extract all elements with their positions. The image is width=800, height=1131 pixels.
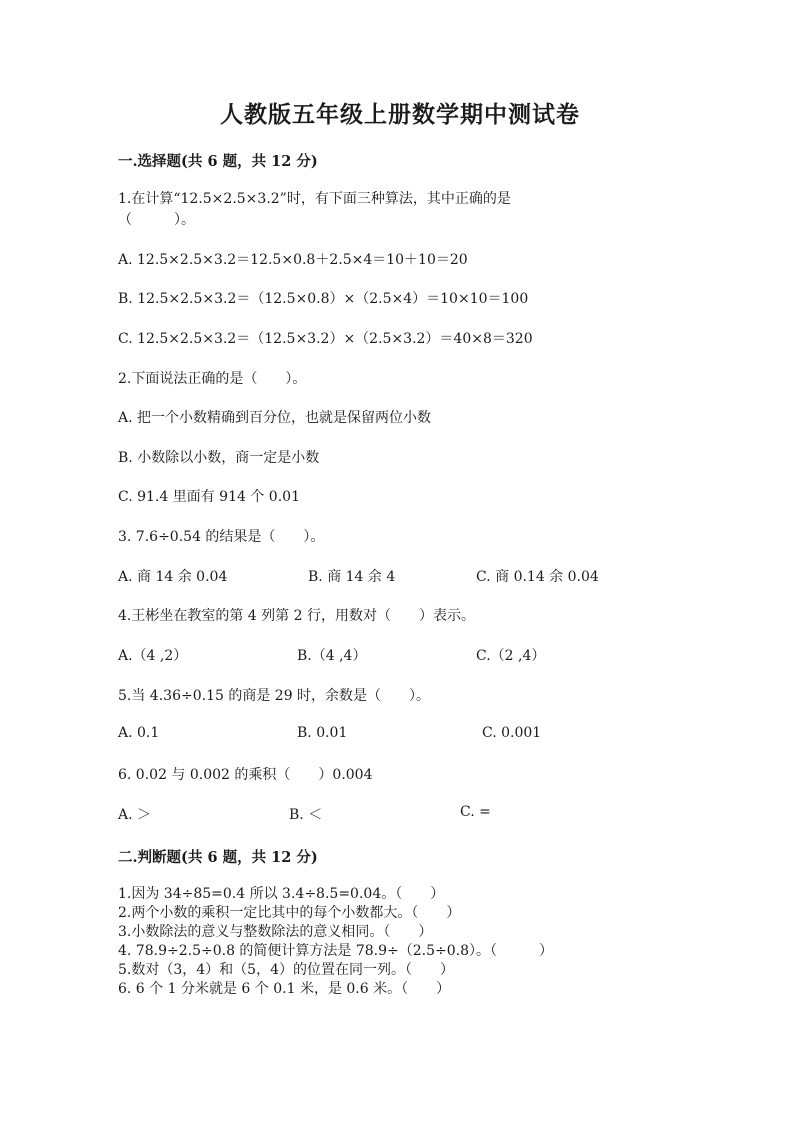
question-4-text: 4.王彬坐在教室的第 4 列第 2 行，用数对（ ）表示。 (118, 608, 475, 624)
judge-question-1: 1.因为 34÷85=0.4 所以 3.4÷8.5=0.04。（ ） (118, 886, 445, 902)
section-heading-choice: 一.选择题(共 6 题，共 12 分) (118, 153, 318, 170)
judge-question-list (118, 885, 553, 999)
question-5-option-c: C. 0.001 (482, 725, 542, 741)
question-1-text: 1.在计算“12.5×2.5×3.2”时，有下面三种算法，其中正确的是 (118, 191, 511, 207)
question-4-option-b: B.（4 ,4） (297, 648, 367, 664)
question-1-option-b: B. 12.5×2.5×3.2＝（12.5×0.8）×（2.5×4）＝10×10＝100 (118, 291, 529, 307)
question-6-option-c: C. = (460, 804, 491, 820)
question-6-option-a: A. ＞ (118, 807, 152, 823)
question-2-text: 2.下面说法正确的是（ ）。 (118, 371, 307, 387)
judge-question-3: 3.小数除法的意义与整数除法的意义相同。（ ） (118, 924, 433, 940)
page-title: 人教版五年级上册数学期中测试卷 (220, 101, 580, 128)
section-heading-judge: 二.判断题(共 6 题，共 12 分) (118, 849, 318, 866)
question-1-blank: （ ）。 (118, 212, 195, 228)
question-5-text: 5.当 4.36÷0.15 的商是 29 时，余数是（ ）。 (118, 688, 431, 704)
question-5-option-b: B. 0.01 (297, 725, 348, 741)
question-3-option-c: C. 商 0.14 余 0.04 (476, 569, 599, 585)
question-2-option-a: A. 把一个小数精确到百分位，也就是保留两位小数 (118, 410, 432, 426)
question-2-option-b: B. 小数除以小数，商一定是小数 (118, 450, 320, 466)
judge-question-4: 4. 78.9÷2.5÷0.8 的简便计算方法是 78.9÷（2.5÷0.8）。（ ） (118, 943, 554, 959)
judge-question-6: 6. 6 个 1 分米就是 6 个 0.1 米，是 0.6 米。（ ） (118, 981, 451, 997)
question-6-option-b: B. ＜ (289, 807, 323, 823)
question-1-option-a: A. 12.5×2.5×3.2＝12.5×0.8＋2.5×4＝10＋10＝20 (118, 252, 468, 268)
question-3-option-a: A. 商 14 余 0.04 (118, 569, 228, 585)
question-6-text: 6. 0.02 与 0.002 的乘积（ ）0.004 (118, 767, 373, 783)
question-3-text: 3. 7.6÷0.54 的结果是（ ）。 (118, 529, 325, 545)
judge-question-2: 2.两个小数的乘积一定比其中的每个小数都大。（ ） (118, 905, 461, 921)
question-2-option-c: C. 91.4 里面有 914 个 0.01 (118, 489, 300, 505)
question-5-option-a: A. 0.1 (118, 725, 160, 741)
question-4-option-a: A.（4 ,2） (118, 648, 188, 664)
question-4-option-c: C.（2 ,4） (476, 648, 546, 664)
question-3-option-b: B. 商 14 余 4 (308, 569, 396, 585)
judge-question-5: 5.数对（3，4）和（5，4）的位置在同一列。（ ） (118, 962, 454, 978)
question-1-option-c: C. 12.5×2.5×3.2＝（12.5×3.2）×（2.5×3.2）＝40×8＝320 (118, 331, 533, 347)
